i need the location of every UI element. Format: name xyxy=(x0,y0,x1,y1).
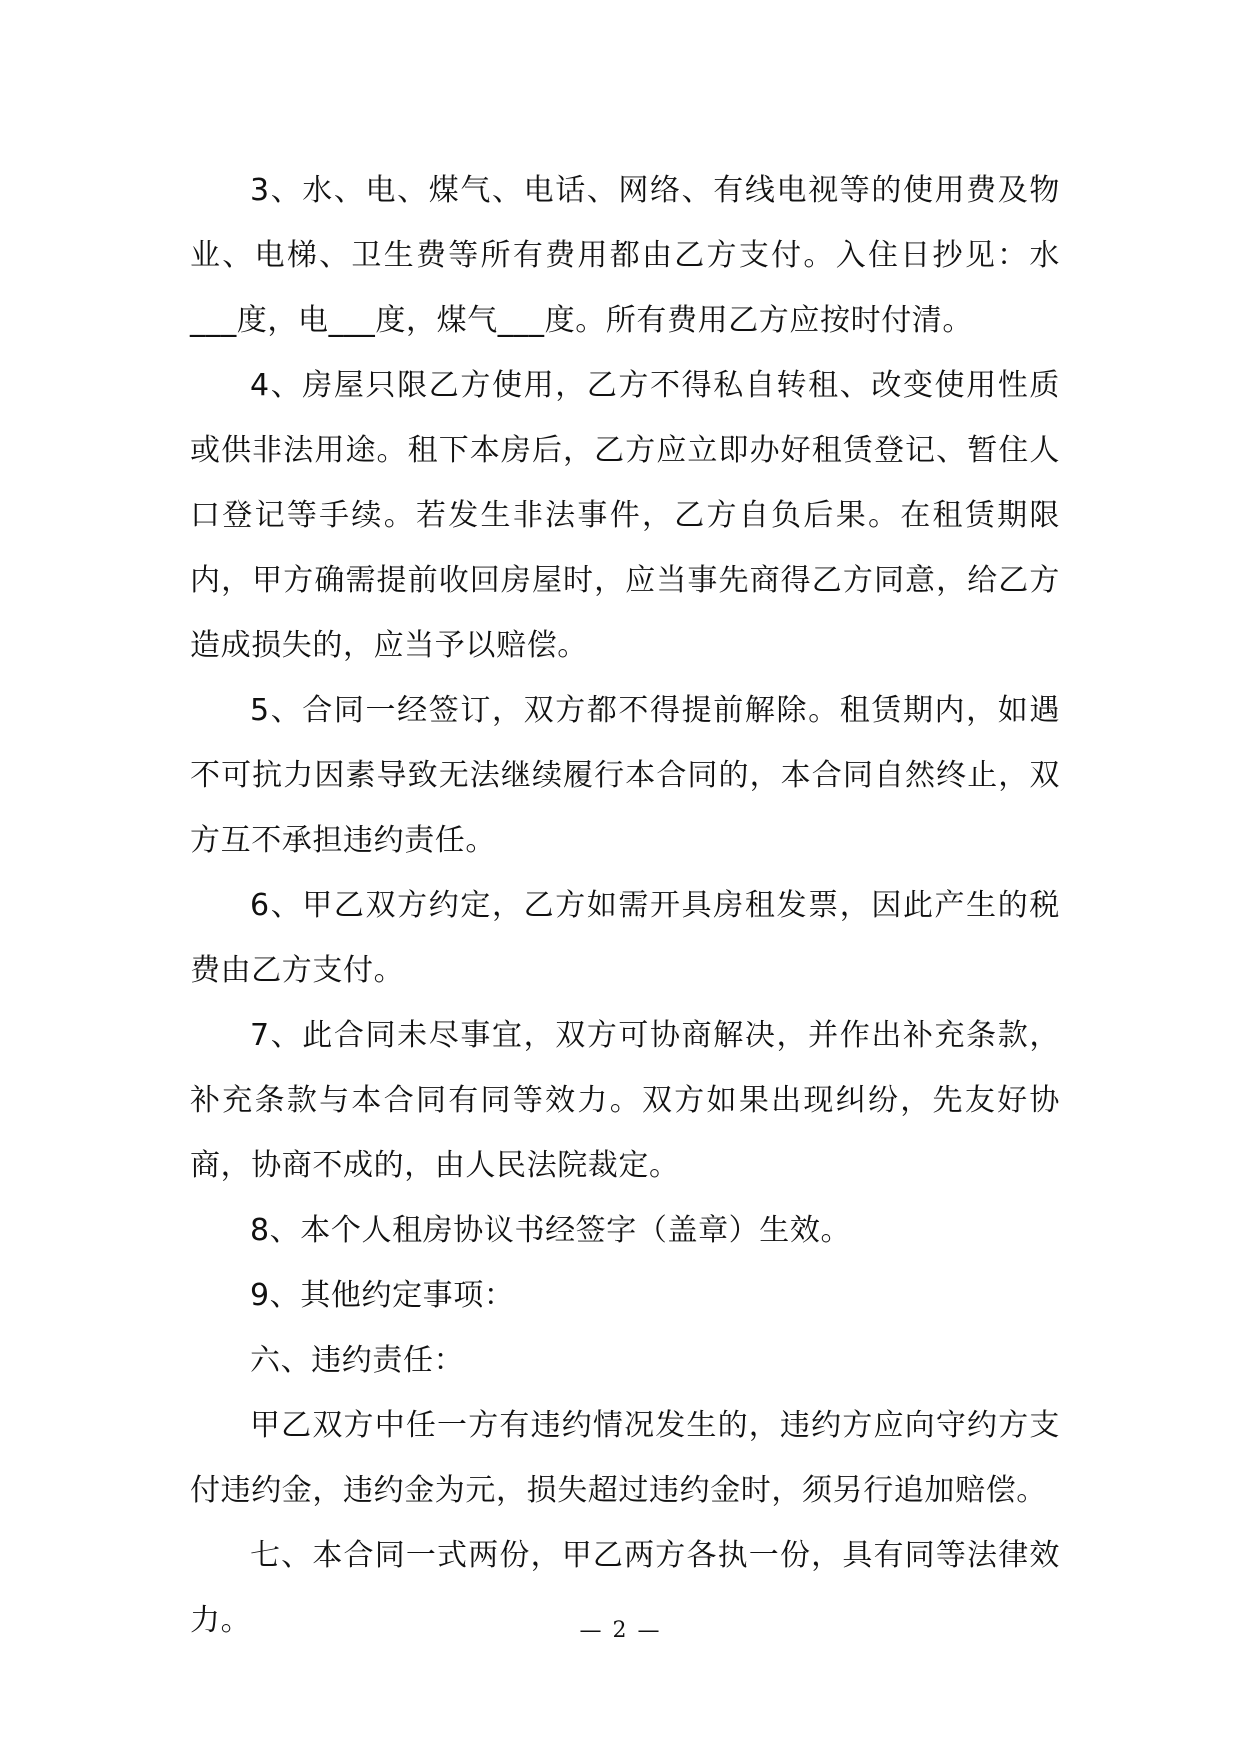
section-6-breach-text: 甲乙双方中任一方有违约情况发生的，违约方应向守约方支付违约金，违约金为元，损失超过违约金时，须另行追加赔偿。 xyxy=(190,1408,1060,1508)
clause-6-invoice: 6、甲乙双方约定，乙方如需开具房租发票，因此产生的税费由乙方支付。 xyxy=(190,888,1060,988)
page-number: — 2 — xyxy=(579,1618,662,1643)
clause-4-usage: 4、房屋只限乙方使用，乙方不得私自转租、改变使用性质或供非法用途。租下本房后，乙方应立即办好租赁登记、暂住人口登记等手续。若发生非法事件，乙方自负后果。在租赁期限内，甲方确需提前收回房屋时，应当事先商得乙方同意，给乙方造成损失的，应当予以赔偿。 xyxy=(190,368,1060,663)
clause-5-termination: 5、合同一经签订，双方都不得提前解除。租赁期内，如遇不可抗力因素导致无法继续履行本合同的，本合同自然终止，双方互不承担违约责任。 xyxy=(190,693,1060,858)
clause-3-utilities: 3、水、电、煤气、电话、网络、有线电视等的使用费及物业、电梯、卫生费等所有费用都由乙方支付。入住日抄见：水___度，电___度，煤气___度。所有费用乙方应按时付清。 xyxy=(190,173,1060,338)
document-body xyxy=(190,158,1060,1653)
clause-8-effect: 8、本个人租房协议书经签字（盖章）生效。 xyxy=(250,1213,852,1248)
clause-9-other: 9、其他约定事项： xyxy=(250,1278,515,1313)
section-6-heading: 六、违约责任： xyxy=(250,1343,465,1378)
clause-7-disputes: 7、此合同未尽事宜，双方可协商解决，并作出补充条款，补充条款与本合同有同等效力。双方如果出现纠纷，先友好协商，协商不成的，由人民法院裁定。 xyxy=(190,1018,1060,1183)
section-7-copies: 七、本合同一式两份，甲乙两方各执一份，具有同等法律效力。 xyxy=(190,1538,1060,1638)
